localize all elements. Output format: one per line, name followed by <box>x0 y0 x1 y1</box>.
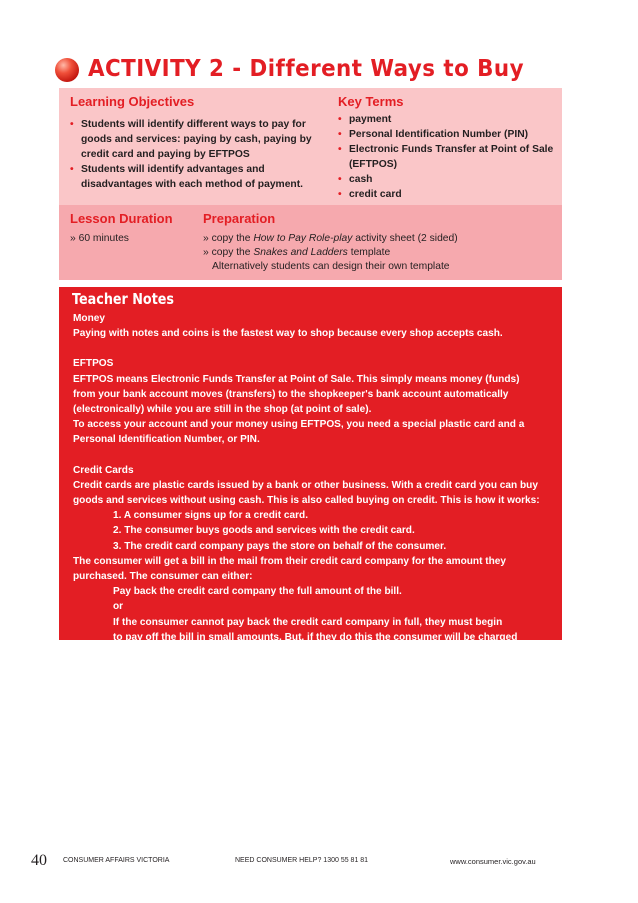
preparation-heading: Preparation <box>203 211 276 226</box>
credit-line: Credit cards are plastic cards issued by a bank or other business. With a credit card you can buy <box>73 479 538 491</box>
credit-step: 2. The consumer buys goods and services with the credit card. <box>113 525 415 537</box>
preparation-line-1: » copy the How to Pay Role-play activity sheet (2 sided) <box>203 233 458 244</box>
preparation-line-3: Alternatively students can design their own template <box>212 261 450 272</box>
key-terms-heading: Key Terms <box>338 94 404 109</box>
key-term-item: • Electronic Funds Transfer at Point of Sale (EFTPOS) <box>338 142 560 172</box>
money-text: Paying with notes and coins is the fastest way to shop because every shop accepts cash. <box>73 328 503 340</box>
objective-item: • Students will identify advantages and disadvantages with each method of payment. <box>70 162 322 192</box>
bill-line: purchased. The consumer can either: <box>73 571 253 583</box>
page-title: ACTIVITY 2 - Different Ways to Buy <box>88 56 525 82</box>
payment-option: an extra amount called interest. This is how the credit card company makes money. <box>113 647 514 659</box>
eftpos-line: from your bank account moves (transfers) to the shopkeeper's bank account automatically <box>73 388 509 400</box>
eftpos-line: (electronically) while you are still in the shop (at point of sale). <box>73 404 372 416</box>
learning-objectives-list <box>70 117 322 192</box>
objective-item: • Students will identify different ways to pay for goods and services: paying by cash, paying by credit card and paying by EFTPOS <box>70 117 322 162</box>
page-number: 40 <box>31 852 47 869</box>
eftpos-line: To access your account and your money using EFTPOS, you need a special plastic card and a <box>73 419 525 431</box>
teacher-notes-body <box>73 311 553 660</box>
footer-url-link[interactable]: www.consumer.vic.gov.au <box>450 857 536 866</box>
credit-line: goods and services without using cash. This is also called buying on credit. This is how it works: <box>73 495 540 507</box>
key-term-item: • credit card <box>338 187 560 202</box>
footer-help: NEED CONSUMER HELP? 1300 55 81 81 <box>235 857 369 864</box>
lesson-duration-heading: Lesson Duration <box>70 211 173 226</box>
payment-option: to pay off the bill in small amounts. But, if they do this the consumer will be charged <box>113 631 518 643</box>
key-term-item: • Personal Identification Number (PIN) <box>338 127 560 142</box>
preparation-line-2: » copy the Snakes and Ladders template <box>203 247 391 258</box>
credit-step: 3. The credit card company pays the store on behalf of the consumer. <box>113 540 447 552</box>
eftpos-line: EFTPOS means Electronic Funds Transfer at Point of Sale. This simply means money (funds) <box>73 373 520 385</box>
teacher-notes-heading: Teacher Notes <box>72 290 175 308</box>
payment-option: Pay back the credit card company the full amount of the bill. <box>113 586 402 598</box>
key-term-item: • payment <box>338 112 560 127</box>
lesson-duration-value: » 60 minutes <box>70 233 129 244</box>
learning-objectives-heading: Learning Objectives <box>70 94 195 109</box>
footer-org: CONSUMER AFFAIRS VICTORIA <box>63 857 170 864</box>
eftpos-line: Personal Identification Number, or PIN. <box>73 434 260 446</box>
payment-option: If the consumer cannot pay back the credit card company in full, they must begin <box>113 616 503 628</box>
credit-step: 1. A consumer signs up for a credit card. <box>113 510 309 522</box>
key-terms-list <box>338 112 560 202</box>
money-heading: Money <box>73 313 105 324</box>
key-term-item: • cash <box>338 172 560 187</box>
payment-option: or <box>113 601 124 613</box>
bill-line: The consumer will get a bill in the mail from their credit card company for the amount they <box>73 555 506 567</box>
credit-cards-heading: Credit Cards <box>73 464 134 476</box>
eftpos-heading: EFTPOS <box>73 358 114 370</box>
title-bullet-icon <box>55 58 79 82</box>
